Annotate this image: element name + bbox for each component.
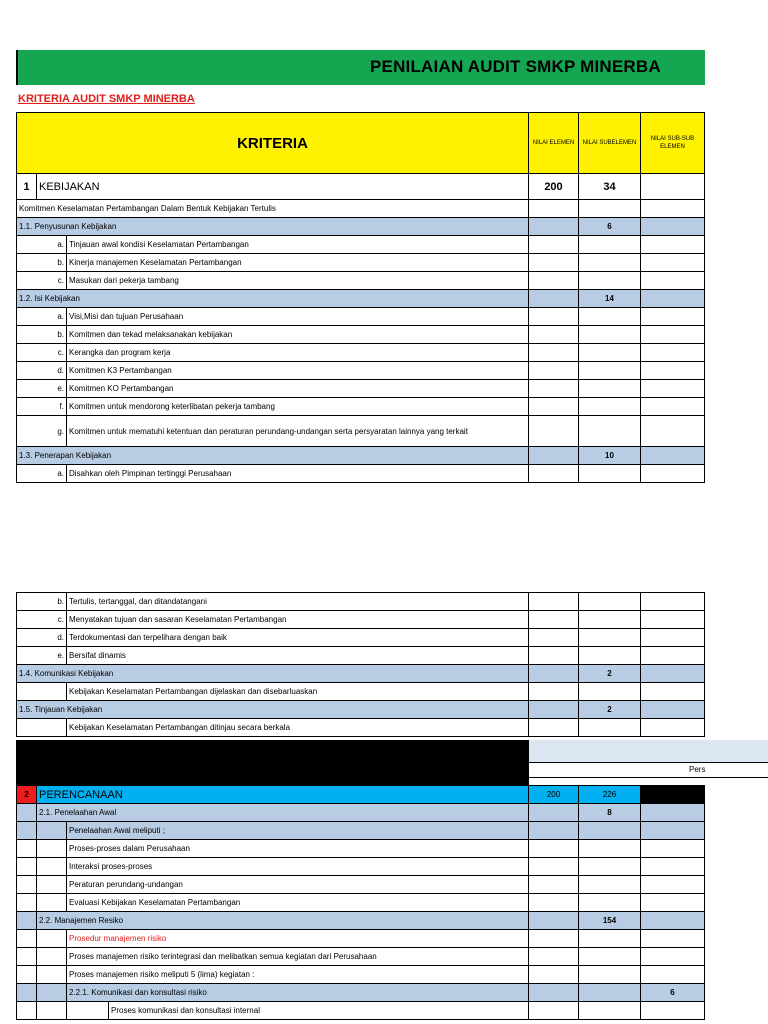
item-letter: b. [17,326,67,344]
item-text: Kebijakan Keselamatan Pertambangan dijelaskan dan disebarluaskan [67,683,529,701]
criteria-table-page2 [16,592,705,737]
pers-cell [529,762,768,778]
item-text: Komitmen K3 Pertambangan [67,362,529,380]
table-row [17,930,705,948]
section-number: 2 [17,786,37,804]
criteria-table-page1 [16,112,705,483]
table-row [17,683,705,701]
table-row [17,593,705,611]
table-row [17,840,705,858]
subsubsection-value: 6 [641,984,705,1002]
subsection-label: 1.3. Penerapan Kebijakan [17,447,529,465]
subsection-value: 154 [579,912,641,930]
table-row [17,326,705,344]
section-intro: Komitmen Keselamatan Pertambangan Dalam Bentuk Kebijakan Tertulis [17,200,529,218]
item-letter: d. [17,629,67,647]
item-letter: c. [17,611,67,629]
subsection-value: 2 [579,665,641,683]
subsection-row [17,701,705,719]
item-text: Komitmen dan tekad melaksanakan kebijakan [67,326,529,344]
item-text: Peraturan perundang-undangan [67,876,529,894]
item-letter: b. [17,254,67,272]
nilai-subelemen-value: 34 [579,174,641,200]
item-letter: e. [17,647,67,665]
item-text: Menyatakan tujuan dan sasaran Keselamatan Pertambangan [67,611,529,629]
item-letter: c. [17,272,67,290]
item-text-red: Prosedur manajemen risiko [67,930,529,948]
item-letter: b. [17,593,67,611]
nilai-elemen-value: 200 [529,786,579,804]
item-text: Tinjauan awal kondisi Keselamatan Pertambangan [67,236,529,254]
item-letter: a. [17,465,67,483]
subsection-label: 1.5. Tinjauan Kebijakan [17,701,529,719]
table-row [17,344,705,362]
table-row [17,629,705,647]
item-text: Terdokumentasi dan terpelihara dengan baik [67,629,529,647]
criteria-link[interactable]: KRITERIA AUDIT SMKP MINERBA [18,93,195,105]
subsection-row [17,804,705,822]
header-row [17,113,705,174]
subsubsection-label: 2.2.1. Komunikasi dan konsultasi risiko [67,984,529,1002]
subsection-value: 2 [579,701,641,719]
item-text: Proses manajemen risiko meliputi 5 (lima) kegiatan : [67,966,529,984]
section-label: KEBIJAKAN [37,174,529,200]
table-row [17,416,705,447]
pers-label: Pers [689,765,706,774]
table-row [17,858,705,876]
table-row [17,380,705,398]
item-text: Proses komunikasi dan konsultasi internal [109,1002,529,1020]
title-banner [16,50,705,85]
item-text: Kebijakan Keselamatan Pertambangan ditinjau secara berkala [67,719,529,737]
subsubsection-row [17,984,705,1002]
item-letter: e. [17,380,67,398]
subsection-label: 1.4. Komunikasi Kebijakan [17,665,529,683]
subsection-label: 2.1. Penelaahan Awal [37,804,529,822]
item-text: Komitmen untuk mematuhi ketentuan dan peraturan perundang-undangan serta persyaratan lainnya yang terkait [67,416,529,447]
item-text: Komitmen untuk mendorong keterlibatan pekerja tambang [67,398,529,416]
table-row [17,966,705,984]
subsection-row [17,912,705,930]
section-row [17,786,705,804]
item-letter: f. [17,398,67,416]
item-letter: a. [17,308,67,326]
table-row [17,948,705,966]
table-row [17,719,705,737]
table-row [17,254,705,272]
item-text: Kinerja manajemen Keselamatan Pertambangan [67,254,529,272]
table-row [17,894,705,912]
subsection-value: 10 [579,447,641,465]
table-row [17,876,705,894]
table-row [17,611,705,629]
item-text: Komitmen KO Pertambangan [67,380,529,398]
item-text: Kerangka dan program kerja [67,344,529,362]
item-text: Penelaahan Awal meliputi ; [67,822,529,840]
item-text: Masukan dari pekerja tambang [67,272,529,290]
table-row [17,308,705,326]
item-text: Proses manajemen risiko terintegrasi dan melibatkan semua kegiatan dari Perusahaan [67,948,529,966]
black-block [16,740,529,785]
section-number: 1 [17,174,37,200]
subsection-label: 2.2. Manajemen Resiko [37,912,529,930]
table-row [17,272,705,290]
subsection-row [17,290,705,308]
subsection-value: 8 [579,804,641,822]
table-row [17,236,705,254]
header-nilai-subelemen: NILAI SUBELEMEN [579,113,641,174]
table-row [17,362,705,380]
item-text: Proses-proses dalam Perusahaan [67,840,529,858]
table-row [17,200,705,218]
table-row [17,1002,705,1020]
item-text: Disahkan oleh Pimpinan tertinggi Perusahaan [67,465,529,483]
section-label: PERENCANAAN [37,786,529,804]
item-letter: g. [17,416,67,447]
header-kriteria: KRITERIA [17,113,529,174]
table-row [17,465,705,483]
table-row [17,398,705,416]
item-text: Evaluasi Kebijakan Keselamatan Pertambangan [67,894,529,912]
subsection-label: 1.1. Penyusunan Kebijakan [17,218,529,236]
subsection-value: 14 [579,290,641,308]
item-text: Visi,Misi dan tujuan Perusahaan [67,308,529,326]
table-row [17,647,705,665]
page-title: PENILAIAN AUDIT SMKP MINERBA [370,57,661,76]
header-nilai-elemen: NILAI ELEMEN [529,113,579,174]
item-text: Tertulis, tertanggal, dan ditandatangani [67,593,529,611]
header-nilai-subsub: NILAI SUB-SUB ELEMEN [641,113,705,174]
subsection-row [17,218,705,236]
item-letter: c. [17,344,67,362]
subsection-label: 1.2. Isi Kebijakan [17,290,529,308]
nilai-subelemen-value: 226 [579,786,641,804]
light-bar [529,740,768,762]
table-row [17,822,705,840]
criteria-table-section2 [16,785,705,1020]
subsection-row [17,665,705,683]
item-letter: d. [17,362,67,380]
subsection-row [17,447,705,465]
section-row [17,174,705,200]
item-text: Bersifat dinamis [67,647,529,665]
item-text: Interaksi proses-proses [67,858,529,876]
item-letter: a. [17,236,67,254]
subsection-value: 6 [579,218,641,236]
nilai-elemen-value: 200 [529,174,579,200]
